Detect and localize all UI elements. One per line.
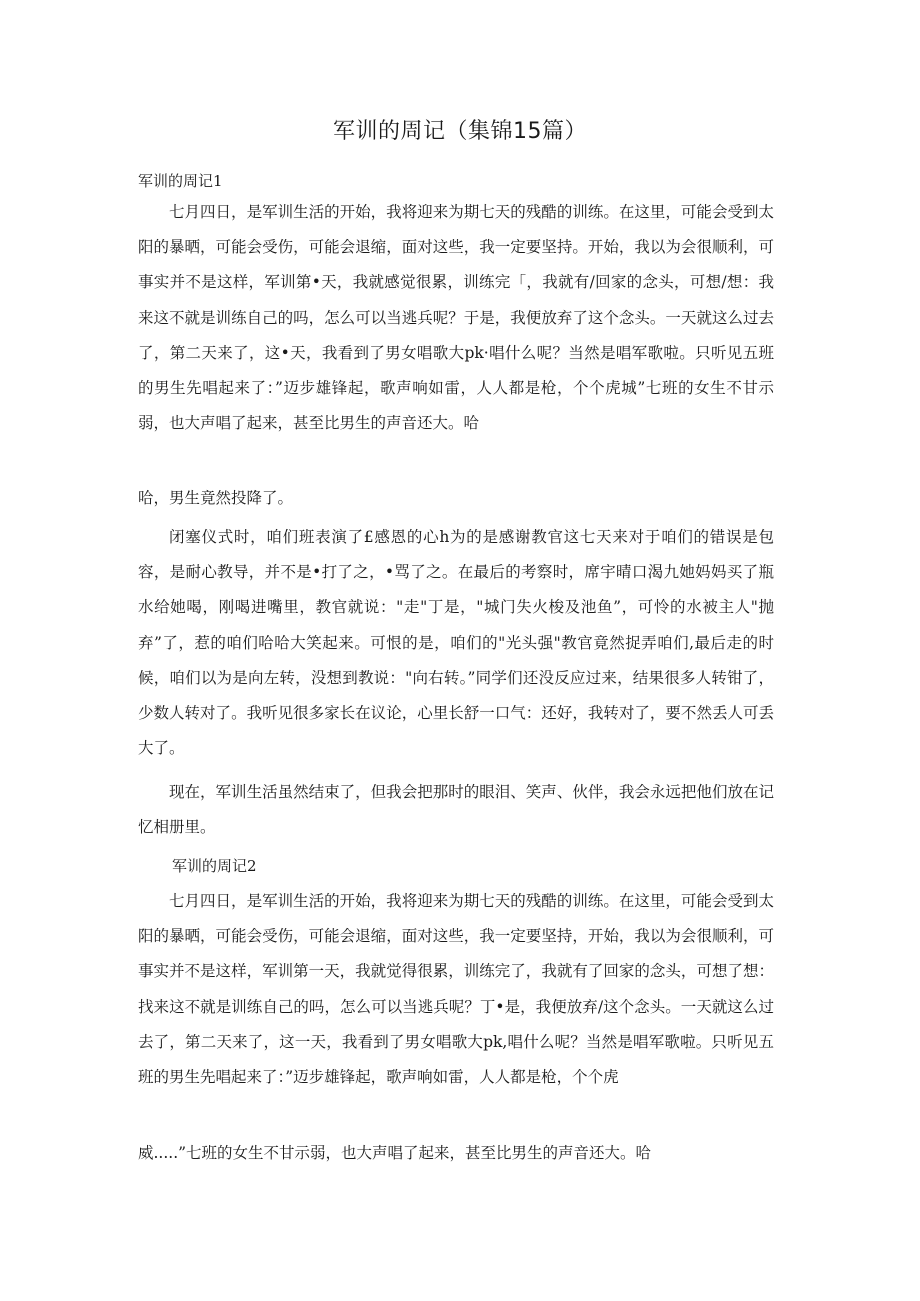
paragraph: 威.....”七班的女生不甘示弱，也大声唱了起来，甚至比男生的声音还大。哈 <box>138 1144 652 1162</box>
paragraph: 哈，男生竟然投降了。 <box>138 489 294 507</box>
section-heading-2: 军训的周记2 <box>172 857 257 875</box>
paragraph: 闭塞仪式时，咱们班表演了£感恩的心h为的是感谢教官这七天来对于咱们的错误是包容，是耐心教导，并不是•打了之，•骂了之。在最后的考察时，席宇晴口渴九她妈妈买了瓶水给她喝，刚喝进嘴里，教官就说："走"丁是，"城门失火梭及池鱼”，可怜的水被主人"抛弃”了，惹的咱们哈哈大笑起来。可恨的是，咱们的"光头强"教官竟然捉弄咱们,最后走的时候，咱们以为是向左转，没想到教说："向右转。”同学们还没反应过来，结果很多人转钳了，少数人转对了。我听见很多家长在议论，心里长舒一口气：还好，我转对了，要不然丢人可丢大了。 <box>138 528 774 758</box>
section-heading-1: 军训的周记1 <box>138 172 223 190</box>
paragraph: 七月四日，是军训生活的开始，我将迎来为期七天的残酷的训练。在这里，可能会受到太阳的暴晒，可能会受伤，可能会退缩，面对这些，我一定要坚持。开始，我以为会很顺利，可事实并不是这样，军训第•天，我就感觉很累，训练完「，我就有/回家的念头，可想/想：我来这不就是训练自己的吗，怎么可以当逃兵呢？于是，我便放弃了这个念头。一天就这么过去了，第二天来了，这•天，我看到了男女唱歌大pk·唱什么呢？当然是唱军歌啦。只听见五班的男生先唱起来了：”迈步雄锋起，歌声响如雷，人人都是枪，个个虎城”七班的女生不甘示弱，也大声唱了起来，甚至比男生的声音还大。哈 <box>138 203 774 433</box>
document-title: 军训的周记（集锦15篇） <box>333 119 587 144</box>
paragraph: 七月四日，是军训生活的开始，我将迎来为期七天的残酷的训练。在这里，可能会受到太阳的暴晒，可能会受伤，可能会退缩，面对这些，我一定要坚持，开始，我以为会很顺利，可事实并不是这样，军训第一天，我就觉得很累，训练完了，我就有了回家的念头，可想了想：找来这不就是训练自己的吗，怎么可以当逃兵呢？丁•是，我便放弃/这个念头。一天就这么过去了，第二天来了，这一天，我看到了男女唱歌大pk,唱什么呢？当然是唱军歌啦。只听见五班的男生先唱起来了：”迈步雄锋起，歌声响如雷，人人都是枪，个个虎 <box>138 892 774 1087</box>
paragraph: 现在，军训生活虽然结束了，但我会把那时的眼泪、笑声、伙伴，我会永远把他们放在记忆相册里。 <box>138 783 774 837</box>
